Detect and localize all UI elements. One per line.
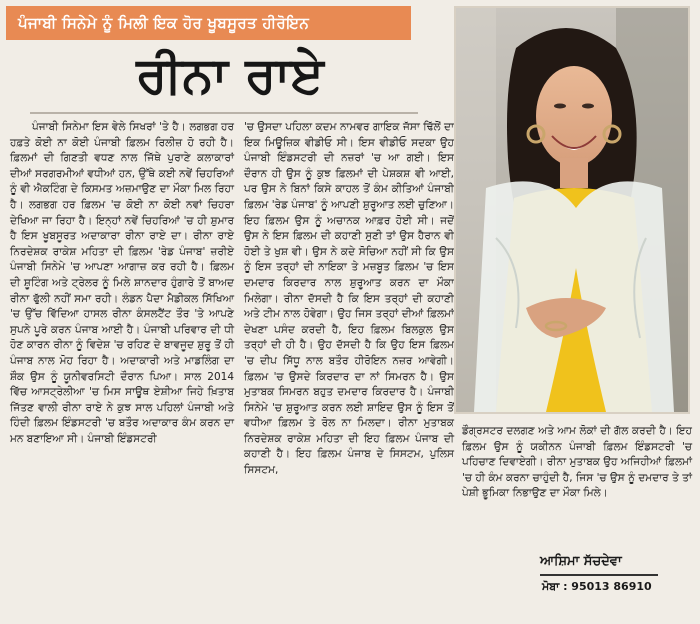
author-byline: ਆਸ਼ਿਮਾ ਸੱਚਦੇਵਾ	[540, 554, 622, 569]
article-column-1	[10, 120, 234, 616]
kicker-text: ਪੰਜਾਬੀ ਸਿਨੇਮੇ ਨੂੰ ਮਿਲੀ ਇਕ ਹੋਰ ਖੂਬਸੂਰਤ ਹੀਰੋਇਨ	[18, 14, 310, 32]
article-column-3	[462, 424, 692, 544]
column-2-text: 'ਚ ਉਸਦਾ ਪਹਿਲਾ ਕਦਮ ਨਾਮਵਰ ਗਾਇਕ ਜੱਸਾ ਢਿੱਲੋਂ ਦਾ ਇਕ ਮਿਊਜ਼ਿਕ ਵੀਡੀਓ ਸੀ। ਇਸ ਵੀਡੀਓ ਸਦਕਾ ਉਹ ਪੰਜਾਬੀ ਇੰਡਸਟਰੀ ਦੀ ਨਜ਼ਰਾਂ 'ਚ ਆ ਗਈ। ਇਸ ਦੌਰਾਨ ਹੀ ਉਸ ਨੂੰ ਕੁਝ ਫ਼ਿਲਮਾਂ ਦੀ ਪੇਸ਼ਕਸ਼ ਵੀ ਆਈ, ਪਰ ਉਸ ਨੇ ਬਿਨਾਂ ਕਿਸੇ ਕਾਹਲ ਤੋਂ ਕੰਮ ਕੀਤਿਆਂ ਪੰਜਾਬੀ ਫ਼ਿਲਮ 'ਰੇਡ ਪੰਜਾਬ' ਨੂੰ ਆਪਣੀ ਸ਼ੁਰੂਆਤ ਲਈ ਚੁਣਿਆ। ਇਹ ਫ਼ਿਲਮ ਉਸ ਨੂੰ ਅਚਾਨਕ ਆਫ਼ਰ ਹੋਈ ਸੀ। ਜਦੋਂ ਉਸ ਨੇ ਇਸ ਫ਼ਿਲਮ ਦੀ ਕਹਾਣੀ ਸੁਣੀ ਤਾਂ ਉਸ ਹੈਰਾਨ ਵੀ ਹੋਈ ਤੇ ਖੁਸ਼ ਵੀ। ਉਸ ਨੇ ਕਦੇ ਸੋਚਿਆ ਨਹੀਂ ਸੀ ਕਿ ਉਸ ਨੂੰ ਇਸ ਤਰ੍ਹਾਂ ਦੀ ਨਾਇਕਾ ਤੇ ਮਜ਼ਬੂਤ ਫ਼ਿਲਮ 'ਚ ਇਸ ਦਮਦਾਰ ਕਿਰਦਾਰ ਨਾਲ ਸ਼ੁਰੂਆਤ ਕਰਨ ਦਾ ਮੌਕਾ ਮਿਲੇਗਾ। ਰੀਨਾ ਦੱਸਦੀ ਹੈ ਕਿ ਇਸ ਤਰ੍ਹਾਂ ਦੀ ਕਹਾਣੀ ਅਤੇ ਟੀਮ ਨਾਲ ਹੋਵੇਗਾ। ਉਹ ਜਿਸ ਤਰ੍ਹਾਂ ਦੀਆਂ ਫ਼ਿਲਮਾਂ ਦੇਖਣਾ ਪਸੰਦ ਕਰਦੀ ਹੈ, ਇਹ ਫ਼ਿਲਮ ਬਿਲਕੁਲ ਉਸ ਤਰ੍ਹਾਂ ਦੀ ਹੀ ਹੈ। ਉਹ ਦੱਸਦੀ ਹੈ ਕਿ ਉਹ ਇਸ ਫ਼ਿਲਮ 'ਚ ਦੀਪ ਸਿੱਧੂ ਨਾਲ ਬਤੌਰ ਹੀਰੋਇਨ ਨਜ਼ਰ ਆਵੇਗੀ। ਫ਼ਿਲਮ 'ਚ ਉਸਦੇ ਕਿਰਦਾਰ ਦਾ ਨਾਂ ਸਿਮਰਨ ਹੈ। ਉਸ ਮੁਤਾਬਕ ਸਿਮਰਨ ਬਹੁਤ ਦਮਦਾਰ ਕਿਰਦਾਰ ਹੈ। ਪੰਜਾਬੀ ਸਿਨੇਮੇ 'ਚ ਸ਼ੁਰੂਆਤ ਕਰਨ ਲਈ ਸ਼ਾਇਦ ਉਸ ਨੂੰ ਇਸ ਤੋਂ ਵਧੀਆ ਫ਼ਿਲਮ ਤੇ ਰੋਲ ਨਾ ਮਿਲਦਾ। ਰੀਨਾ ਮੁਤਾਬਕ ਨਿਰਦੇਸ਼ਕ ਰਾਕੇਸ਼ ਮਹਿਤਾ ਦੀ ਇਹ ਫ਼ਿਲਮ ਪੰਜਾਬ ਦੀ ਕਹਾਣੀ ਹੈ। ਇਹ ਫ਼ਿਲਮ ਪੰਜਾਬ ਦੇ ਸਿਸਟਮ, ਪੁਲਿਸ ਸਿਸਟਮ,	[244, 121, 454, 477]
kicker-banner	[6, 6, 411, 40]
actress-portrait-image	[456, 8, 688, 412]
column-3-text: ਡੌਗ੍ਰਸਟਰ ਦਲਗਣ ਅਤੇ ਆਮ ਲੋਕਾਂ ਦੀ ਗੱਲ ਕਰਦੀ ਹੈ। ਇਹ ਫ਼ਿਲਮ ਉਸ ਨੂੰ ਯਕੀਨਨ ਪੰਜਾਬੀ ਫ਼ਿਲਮ ਇੰਡਸਟਰੀ 'ਚ ਪਹਿਚਾਣ ਦਿਵਾਏਗੀ। ਰੀਨਾ ਮੁਤਾਬਕ ਉਹ ਅਜਿਹੀਆਂ ਫ਼ਿਲਮਾਂ 'ਚ ਹੀ ਕੰਮ ਕਰਨਾ ਚਾਹੁੰਦੀ ਹੈ, ਜਿਸ 'ਚ ਉਸ ਨੂੰ ਦਮਦਾਰ ਤੇ ਤਾਂ ਪੇਸ਼ੀ ਭੂਮਿਕਾ ਨਿਭਾਉਣ ਦਾ ਮੌਕਾ ਮਿਲੇ।	[462, 425, 692, 500]
byline-underline	[540, 574, 658, 576]
portrait-photo	[454, 6, 690, 414]
article-column-2	[244, 120, 454, 616]
headline: ਰੀਨਾ ਰਾਏ	[136, 46, 324, 104]
column-1-text: ਪੰਜਾਬੀ ਸਿਨੇਮਾ ਇਸ ਵੇਲੇ ਸਿਖਰਾਂ 'ਤੇ ਹੈ। ਲਗਭਗ ਹਰ ਹਫ਼ਤੇ ਕੋਈ ਨਾ ਕੋਈ ਪੰਜਾਬੀ ਫ਼ਿਲਮ ਰਿਲੀਜ਼ ਹੋ ਰਹੀ ਹੈ। ਫ਼ਿਲਮਾਂ ਦੀ ਗਿਣਤੀ ਵਧਣ ਨਾਲ ਜਿੱਥੇ ਪੁਰਾਣੇ ਕਲਾਕਾਰਾਂ ਦੀਆਂ ਸਰਗਰਮੀਆਂ ਵਧੀਆਂ ਹਨ, ਉੱਥੇ ਕਈ ਨਵੇਂ ਚਿਹਰਿਆਂ ਨੂੰ ਵੀ ਐਕਟਿੰਗ ਦੇ ਕਿਸਮਤ ਅਜ਼ਮਾਉਣ ਦਾ ਮੌਕਾ ਮਿਲ ਰਿਹਾ ਹੈ। ਲਗਭਗ ਹਰ ਫ਼ਿਲਮ 'ਚ ਕੋਈ ਨਾ ਕੋਈ ਨਵਾਂ ਚਿਹਰਾ ਦੇਖਿਆ ਜਾ ਰਿਹਾ ਹੈ। ਇਨ੍ਹਾਂ ਨਵੇਂ ਚਿਹਰਿਆਂ 'ਚ ਹੀ ਸ਼ੁਮਾਰ ਹੈ ਇਸ ਖੂਬਸੂਰਤ ਅਦਾਕਾਰਾ ਰੀਨਾ ਰਾਏ ਦਾ। ਰੀਨਾ ਰਾਏ ਨਿਰਦੇਸ਼ਕ ਰਾਕੇਸ਼ ਮਹਿਤਾ ਦੀ ਫ਼ਿਲਮ 'ਰੇਡ ਪੰਜਾਬ' ਜ਼ਰੀਏ ਪੰਜਾਬੀ ਸਿਨੇਮੇ 'ਚ ਆਪਣਾ ਆਗਾਜ਼ ਕਰ ਰਹੀ ਹੈ। ਫ਼ਿਲਮ ਦੀ ਸ਼ੂਟਿੰਗ ਅਤੇ ਟ੍ਰੇਲਰ ਨੂੰ ਮਿਲੇ ਸ਼ਾਨਦਾਰ ਹੁੰਗਾਰੇ ਤੋਂ ਬਾਅਦ ਰੀਨਾ ਫੁੱਲੀ ਨਹੀਂ ਸਮਾ ਰਹੀ। ਲੰਡਨ ਪੈਦਾ ਮੈਡੀਕਲ ਸਿੱਖਿਆ 'ਚ ਉੱਚ ਵਿੱਦਿਆ ਹਾਸਲ ਰੀਨਾ ਕੰਸਲਟੈਂਟ ਤੌਰ 'ਤੇ ਆਪਣੇ ਸੁਪਨੇ ਪੂਰੇ ਕਰਨ ਪੰਜਾਬ ਆਈ ਹੈ। ਪੰਜਾਬੀ ਪਰਿਵਾਰ ਦੀ ਧੀ ਹੋਣ ਕਾਰਨ ਰੀਨਾ ਨੂੰ ਵਿਦੇਸ਼ 'ਚ ਰਹਿਣ ਦੇ ਬਾਵਜੂਦ ਸ਼ੁਰੂ ਤੋਂ ਹੀ ਪੰਜਾਬ ਨਾਲ ਮੋਹ ਰਿਹਾ ਹੈ। ਅਦਾਕਾਰੀ ਅਤੇ ਮਾਡਲਿੰਗ ਦਾ ਸ਼ੌਕ ਉਸ ਨੂੰ ਯੂਨੀਵਰਸਿਟੀ ਦੌਰਾਨ ਪਿਆ। ਸਾਲ 2014 ਵਿੱਚ ਆਸਟ੍ਰੇਲੀਆ 'ਚ ਮਿਸ ਸਾਊਥ ਏਸ਼ੀਆ ਜਿਹੇ ਖ਼ਿਤਾਬ ਜਿੱਤਣ ਵਾਲੀ ਰੀਨਾ ਰਾਏ ਨੇ ਕੁਝ ਸਾਲ ਪਹਿਲਾਂ ਪੰਜਾਬੀ ਅਤੇ ਹਿੰਦੀ ਫ਼ਿਲਮ ਇੰਡਸਟਰੀ 'ਚ ਬਤੌਰ ਅਦਾਕਾਰ ਕੰਮ ਕਰਨ ਦਾ ਮਨ ਬਣਾਇਆ ਸੀ। ਪੰਜਾਬੀ ਇੰਡਸਟਰੀ	[10, 121, 234, 445]
author-phone: ਮੋਬਾ : 95013 86910	[542, 580, 652, 593]
headline-divider	[30, 112, 418, 114]
